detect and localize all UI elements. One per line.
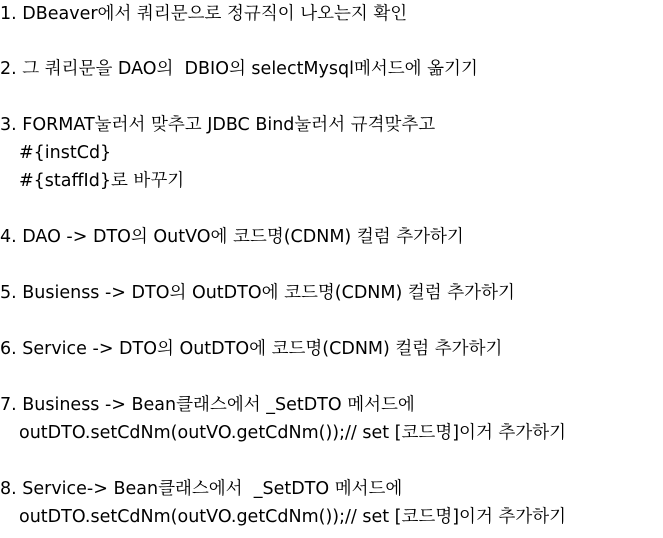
step-1-text: 1. DBeaver에서 쿼리문으로 정규직이 나오는지 확인 xyxy=(0,4,408,24)
step-2-text: 2. 그 쿼리문을 DAO의 DBIO의 selectMysql메서드에 옮기기 xyxy=(0,59,478,79)
step-4-text: 4. DAO -> DTO의 OutVO에 코드명(CDNM) 컬럼 추가하기 xyxy=(0,227,464,247)
step-3-text: 3. FORMAT눌러서 맞추고 JDBC Bind눌러서 규격맞추고 xyxy=(0,115,436,135)
step-8-code-line: outDTO.setCdNm(outVO.getCdNm());// set [코드명]이거 추가하기 xyxy=(19,507,567,527)
step-3-staffid-param: #{staffId}로 바꾸기 xyxy=(19,171,185,191)
step-8-text: 8. Service-> Bean클래스에서 _SetDTO 메서드에 xyxy=(0,479,403,499)
step-7-code-line: outDTO.setCdNm(outVO.getCdNm());// set [코드명]이거 추가하기 xyxy=(19,423,567,443)
step-3-instcd-param: #{instCd} xyxy=(19,143,112,163)
step-7-text: 7. Business -> Bean클래스에서 _SetDTO 메서드에 xyxy=(0,395,415,415)
step-5-text: 5. Busienss -> DTO의 OutDTO에 코드명(CDNM) 컬럼 추가하기 xyxy=(0,283,515,303)
step-6-text: 6. Service -> DTO의 OutDTO에 코드명(CDNM) 컬럼 추가하기 xyxy=(0,339,503,359)
